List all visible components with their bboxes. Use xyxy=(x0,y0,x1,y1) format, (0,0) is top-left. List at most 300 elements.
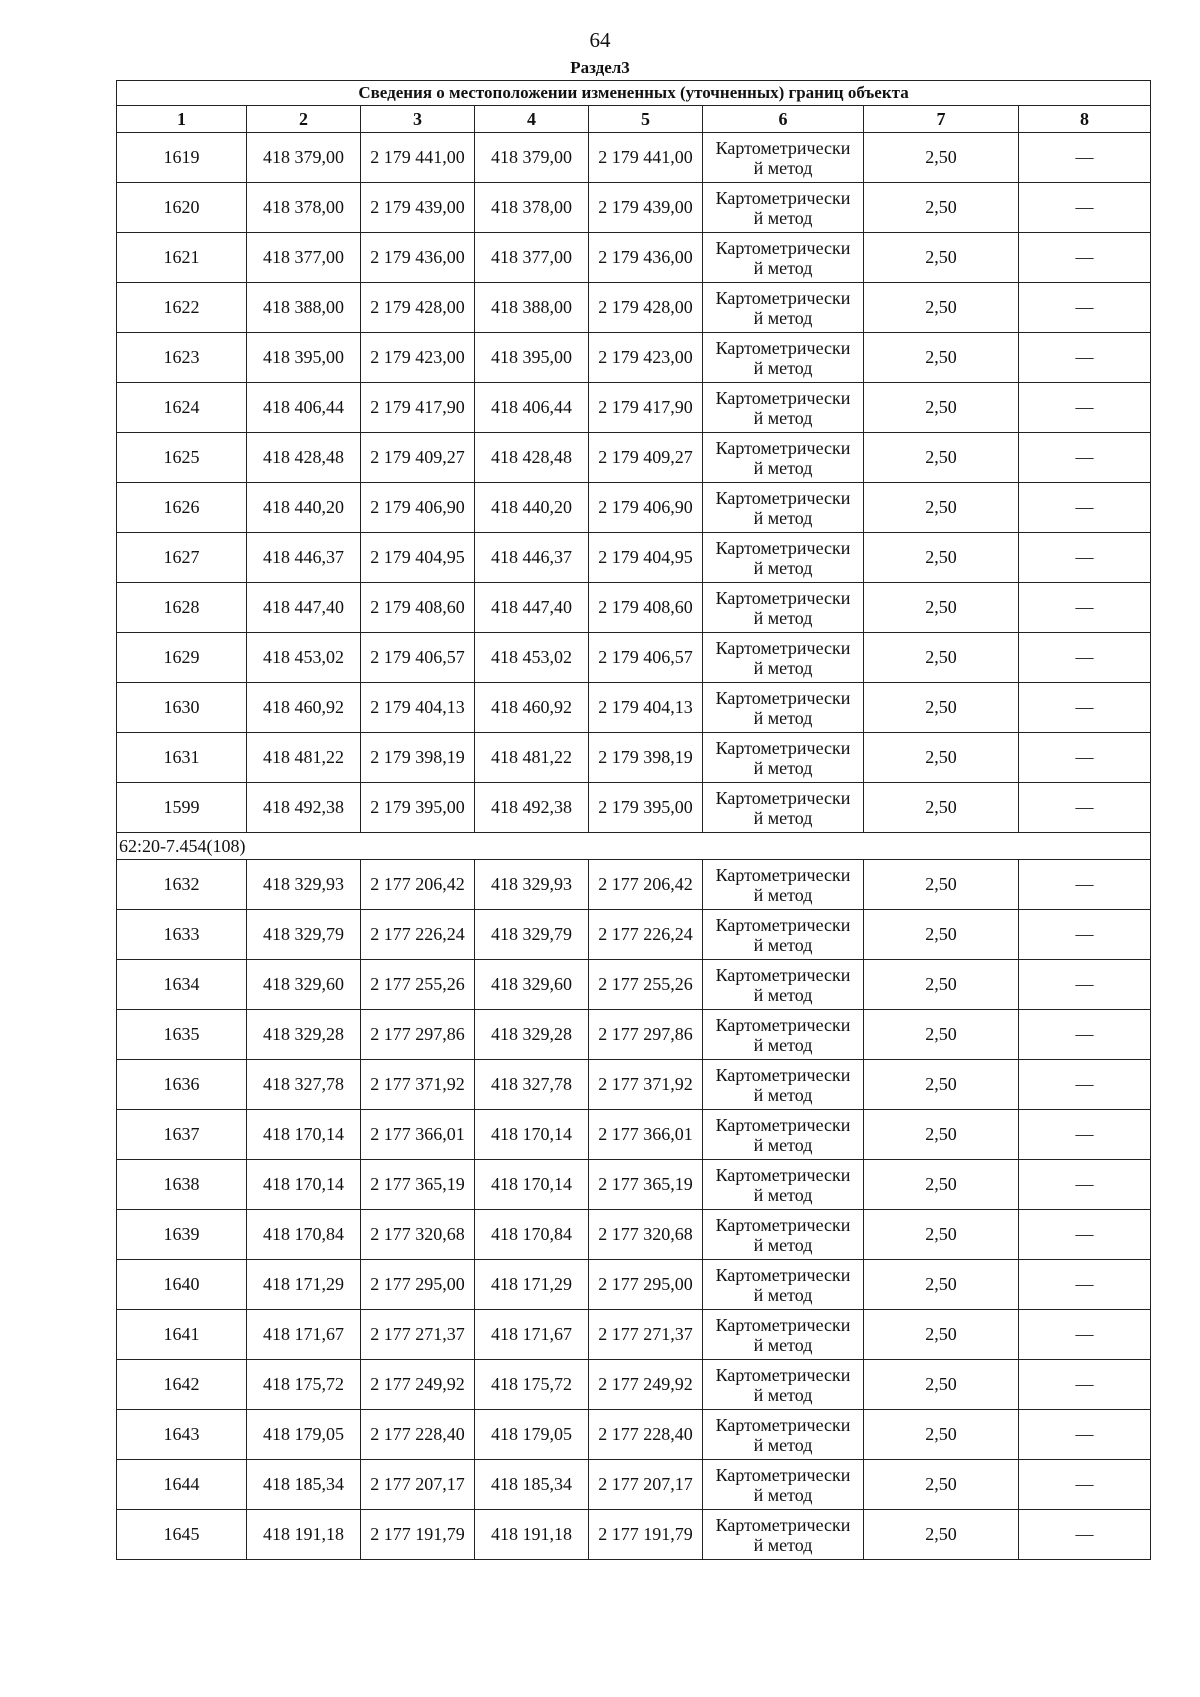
x-existing-cell: 418 395,00 xyxy=(247,333,361,383)
description-cell: — xyxy=(1019,533,1151,583)
table-row xyxy=(117,1160,1151,1210)
y-existing-cell: 2 179 439,00 xyxy=(361,183,475,233)
table-row xyxy=(117,1210,1151,1260)
method-text: й метод xyxy=(753,557,813,578)
y-existing-cell: 2 179 409,27 xyxy=(361,433,475,483)
point-number-cell: 1635 xyxy=(117,1010,247,1060)
table-row xyxy=(117,483,1151,533)
y-existing-cell: 2 177 226,24 xyxy=(361,910,475,960)
method-cell xyxy=(703,910,864,960)
method-text: Картометрически xyxy=(715,864,851,885)
method-text: й метод xyxy=(753,1234,813,1255)
method-text: й метод xyxy=(753,934,813,955)
accuracy-cell: 2,50 xyxy=(864,1510,1019,1560)
point-number-cell: 1625 xyxy=(117,433,247,483)
accuracy-cell: 2,50 xyxy=(864,1110,1019,1160)
y-existing-cell: 2 179 428,00 xyxy=(361,283,475,333)
boundary-table xyxy=(116,80,1151,1560)
description-cell: — xyxy=(1019,683,1151,733)
y-new-cell: 2 177 207,17 xyxy=(589,1460,703,1510)
table-row xyxy=(117,910,1151,960)
point-number-cell: 1642 xyxy=(117,1360,247,1410)
x-new-cell: 418 170,14 xyxy=(475,1160,589,1210)
point-number-cell: 1639 xyxy=(117,1210,247,1260)
x-new-cell: 418 170,14 xyxy=(475,1110,589,1160)
description-cell: — xyxy=(1019,910,1151,960)
x-new-cell: 418 481,22 xyxy=(475,733,589,783)
y-existing-cell: 2 179 436,00 xyxy=(361,233,475,283)
method-text: й метод xyxy=(753,1284,813,1305)
accuracy-cell: 2,50 xyxy=(864,583,1019,633)
y-new-cell: 2 179 441,00 xyxy=(589,133,703,183)
method-text: Картометрически xyxy=(715,1514,851,1535)
y-existing-cell: 2 179 406,57 xyxy=(361,633,475,683)
table-title: Сведения о местоположении измененных (уточненных) границ объекта xyxy=(117,81,1151,106)
method-text: й метод xyxy=(753,1134,813,1155)
table-row xyxy=(117,1010,1151,1060)
y-existing-cell: 2 177 228,40 xyxy=(361,1410,475,1460)
x-new-cell: 418 170,84 xyxy=(475,1210,589,1260)
x-new-cell: 418 460,92 xyxy=(475,683,589,733)
y-new-cell: 2 179 395,00 xyxy=(589,783,703,833)
point-number-cell: 1624 xyxy=(117,383,247,433)
y-new-cell: 2 179 428,00 xyxy=(589,283,703,333)
table-row xyxy=(117,1060,1151,1110)
point-number-cell: 1634 xyxy=(117,960,247,1010)
method-text: й метод xyxy=(753,207,813,228)
accuracy-cell: 2,50 xyxy=(864,1360,1019,1410)
x-new-cell: 418 492,38 xyxy=(475,783,589,833)
x-existing-cell: 418 171,29 xyxy=(247,1260,361,1310)
x-new-cell: 418 329,60 xyxy=(475,960,589,1010)
point-number-cell: 1599 xyxy=(117,783,247,833)
y-new-cell: 2 177 226,24 xyxy=(589,910,703,960)
x-new-cell: 418 171,67 xyxy=(475,1310,589,1360)
table-row xyxy=(117,860,1151,910)
y-existing-cell: 2 177 295,00 xyxy=(361,1260,475,1310)
accuracy-cell: 2,50 xyxy=(864,433,1019,483)
x-new-cell: 418 185,34 xyxy=(475,1460,589,1510)
y-existing-cell: 2 177 365,19 xyxy=(361,1160,475,1210)
x-new-cell: 418 329,28 xyxy=(475,1010,589,1060)
method-text: й метод xyxy=(753,1334,813,1355)
y-existing-cell: 2 177 249,92 xyxy=(361,1360,475,1410)
point-number-cell: 1644 xyxy=(117,1460,247,1510)
description-cell: — xyxy=(1019,1310,1151,1360)
x-new-cell: 418 379,00 xyxy=(475,133,589,183)
description-cell: — xyxy=(1019,233,1151,283)
method-text: й метод xyxy=(753,257,813,278)
method-text: Картометрически xyxy=(715,537,851,558)
description-cell: — xyxy=(1019,433,1151,483)
method-cell xyxy=(703,533,864,583)
description-cell: — xyxy=(1019,860,1151,910)
y-existing-cell: 2 179 406,90 xyxy=(361,483,475,533)
y-new-cell: 2 177 297,86 xyxy=(589,1010,703,1060)
x-new-cell: 418 388,00 xyxy=(475,283,589,333)
y-new-cell: 2 179 409,27 xyxy=(589,433,703,483)
point-number-cell: 1638 xyxy=(117,1160,247,1210)
method-text: й метод xyxy=(753,607,813,628)
x-existing-cell: 418 406,44 xyxy=(247,383,361,433)
accuracy-cell: 2,50 xyxy=(864,683,1019,733)
y-existing-cell: 2 179 395,00 xyxy=(361,783,475,833)
description-cell: — xyxy=(1019,1410,1151,1460)
x-existing-cell: 418 329,93 xyxy=(247,860,361,910)
point-number-cell: 1630 xyxy=(117,683,247,733)
y-new-cell: 2 179 404,13 xyxy=(589,683,703,733)
y-new-cell: 2 179 423,00 xyxy=(589,333,703,383)
y-new-cell: 2 177 255,26 xyxy=(589,960,703,1010)
table-body xyxy=(117,133,1151,1560)
method-text: й метод xyxy=(753,1034,813,1055)
y-new-cell: 2 177 366,01 xyxy=(589,1110,703,1160)
y-existing-cell: 2 179 404,95 xyxy=(361,533,475,583)
method-cell xyxy=(703,433,864,483)
description-cell: — xyxy=(1019,383,1151,433)
method-text: Картометрически xyxy=(715,437,851,458)
y-existing-cell: 2 177 320,68 xyxy=(361,1210,475,1260)
y-new-cell: 2 179 408,60 xyxy=(589,583,703,633)
y-existing-cell: 2 177 207,17 xyxy=(361,1460,475,1510)
description-cell: — xyxy=(1019,583,1151,633)
y-new-cell: 2 179 398,19 xyxy=(589,733,703,783)
method-cell xyxy=(703,1060,864,1110)
x-existing-cell: 418 379,00 xyxy=(247,133,361,183)
accuracy-cell: 2,50 xyxy=(864,1410,1019,1460)
x-existing-cell: 418 170,14 xyxy=(247,1110,361,1160)
method-text: Картометрически xyxy=(715,1314,851,1335)
method-text: й метод xyxy=(753,157,813,178)
method-text: й метод xyxy=(753,984,813,1005)
point-number-cell: 1619 xyxy=(117,133,247,183)
table-row xyxy=(117,1460,1151,1510)
method-text: й метод xyxy=(753,1434,813,1455)
y-new-cell: 2 177 206,42 xyxy=(589,860,703,910)
accuracy-cell: 2,50 xyxy=(864,533,1019,583)
point-number-cell: 1641 xyxy=(117,1310,247,1360)
method-text: Картометрически xyxy=(715,587,851,608)
method-text: Картометрически xyxy=(715,137,851,158)
method-cell xyxy=(703,1010,864,1060)
description-cell: — xyxy=(1019,133,1151,183)
accuracy-cell: 2,50 xyxy=(864,1060,1019,1110)
accuracy-cell: 2,50 xyxy=(864,333,1019,383)
table-row xyxy=(117,1110,1151,1160)
x-new-cell: 418 378,00 xyxy=(475,183,589,233)
accuracy-cell: 2,50 xyxy=(864,910,1019,960)
method-cell xyxy=(703,333,864,383)
point-number-cell: 1637 xyxy=(117,1110,247,1160)
description-cell: — xyxy=(1019,1010,1151,1060)
point-number-cell: 1628 xyxy=(117,583,247,633)
table-row xyxy=(117,783,1151,833)
point-number-cell: 1640 xyxy=(117,1260,247,1310)
method-cell xyxy=(703,383,864,433)
x-existing-cell: 418 170,14 xyxy=(247,1160,361,1210)
x-new-cell: 418 171,29 xyxy=(475,1260,589,1310)
y-new-cell: 2 179 406,57 xyxy=(589,633,703,683)
section-label: Раздел3 xyxy=(570,58,630,77)
table-row xyxy=(117,683,1151,733)
table-row xyxy=(117,433,1151,483)
description-cell: — xyxy=(1019,783,1151,833)
method-text: Картометрически xyxy=(715,1464,851,1485)
column-header: 7 xyxy=(864,106,1019,133)
table-row xyxy=(117,233,1151,283)
description-cell: — xyxy=(1019,483,1151,533)
x-new-cell: 418 395,00 xyxy=(475,333,589,383)
accuracy-cell: 2,50 xyxy=(864,960,1019,1010)
method-text: Картометрически xyxy=(715,1364,851,1385)
x-existing-cell: 418 171,67 xyxy=(247,1310,361,1360)
point-number-cell: 1643 xyxy=(117,1410,247,1460)
x-new-cell: 418 329,79 xyxy=(475,910,589,960)
x-existing-cell: 418 440,20 xyxy=(247,483,361,533)
x-existing-cell: 418 185,34 xyxy=(247,1460,361,1510)
y-existing-cell: 2 179 417,90 xyxy=(361,383,475,433)
x-existing-cell: 418 428,48 xyxy=(247,433,361,483)
group-header-row xyxy=(117,833,1151,860)
column-header: 8 xyxy=(1019,106,1151,133)
description-cell: — xyxy=(1019,1510,1151,1560)
point-number-cell: 1632 xyxy=(117,860,247,910)
x-existing-cell: 418 327,78 xyxy=(247,1060,361,1110)
method-cell xyxy=(703,133,864,183)
method-cell xyxy=(703,1510,864,1560)
point-number-cell: 1622 xyxy=(117,283,247,333)
description-cell: — xyxy=(1019,1110,1151,1160)
accuracy-cell: 2,50 xyxy=(864,133,1019,183)
method-text: й метод xyxy=(753,1534,813,1555)
accuracy-cell: 2,50 xyxy=(864,1460,1019,1510)
y-new-cell: 2 177 228,40 xyxy=(589,1410,703,1460)
x-existing-cell: 418 179,05 xyxy=(247,1410,361,1460)
x-existing-cell: 418 388,00 xyxy=(247,283,361,333)
method-cell xyxy=(703,183,864,233)
method-text: й метод xyxy=(753,457,813,478)
description-cell: — xyxy=(1019,733,1151,783)
method-cell xyxy=(703,283,864,333)
accuracy-cell: 2,50 xyxy=(864,1260,1019,1310)
method-text: й метод xyxy=(753,1484,813,1505)
method-cell xyxy=(703,1210,864,1260)
accuracy-cell: 2,50 xyxy=(864,1010,1019,1060)
y-new-cell: 2 179 436,00 xyxy=(589,233,703,283)
method-cell xyxy=(703,1160,864,1210)
y-existing-cell: 2 179 441,00 xyxy=(361,133,475,183)
point-number-cell: 1636 xyxy=(117,1060,247,1110)
point-number-cell: 1623 xyxy=(117,333,247,383)
x-existing-cell: 418 329,28 xyxy=(247,1010,361,1060)
accuracy-cell: 2,50 xyxy=(864,783,1019,833)
method-text: й метод xyxy=(753,707,813,728)
y-new-cell: 2 179 404,95 xyxy=(589,533,703,583)
description-cell: — xyxy=(1019,1460,1151,1510)
method-text: Картометрически xyxy=(715,1414,851,1435)
method-cell xyxy=(703,1360,864,1410)
accuracy-cell: 2,50 xyxy=(864,733,1019,783)
table-row xyxy=(117,183,1151,233)
y-existing-cell: 2 179 398,19 xyxy=(361,733,475,783)
method-text: й метод xyxy=(753,1084,813,1105)
y-existing-cell: 2 179 408,60 xyxy=(361,583,475,633)
column-header: 3 xyxy=(361,106,475,133)
y-existing-cell: 2 177 191,79 xyxy=(361,1510,475,1560)
method-cell xyxy=(703,583,864,633)
method-text: й метод xyxy=(753,1184,813,1205)
method-text: й метод xyxy=(753,657,813,678)
accuracy-cell: 2,50 xyxy=(864,483,1019,533)
table-row xyxy=(117,1510,1151,1560)
x-existing-cell: 418 329,79 xyxy=(247,910,361,960)
method-cell xyxy=(703,1410,864,1460)
x-existing-cell: 418 447,40 xyxy=(247,583,361,633)
table-row xyxy=(117,1310,1151,1360)
column-header: 5 xyxy=(589,106,703,133)
x-new-cell: 418 428,48 xyxy=(475,433,589,483)
method-text: Картометрически xyxy=(715,1064,851,1085)
accuracy-cell: 2,50 xyxy=(864,383,1019,433)
y-existing-cell: 2 177 271,37 xyxy=(361,1310,475,1360)
x-existing-cell: 418 377,00 xyxy=(247,233,361,283)
description-cell: — xyxy=(1019,183,1151,233)
table-row xyxy=(117,633,1151,683)
x-new-cell: 418 175,72 xyxy=(475,1360,589,1410)
y-new-cell: 2 177 295,00 xyxy=(589,1260,703,1310)
description-cell: — xyxy=(1019,1260,1151,1310)
table-row xyxy=(117,1410,1151,1460)
method-text: Картометрически xyxy=(715,737,851,758)
y-new-cell: 2 179 406,90 xyxy=(589,483,703,533)
accuracy-cell: 2,50 xyxy=(864,283,1019,333)
x-existing-cell: 418 492,38 xyxy=(247,783,361,833)
table-row xyxy=(117,733,1151,783)
column-header: 6 xyxy=(703,106,864,133)
y-new-cell: 2 179 417,90 xyxy=(589,383,703,433)
y-new-cell: 2 177 271,37 xyxy=(589,1310,703,1360)
method-cell xyxy=(703,233,864,283)
method-text: Картометрически xyxy=(715,1214,851,1235)
method-text: й метод xyxy=(753,307,813,328)
method-text: Картометрически xyxy=(715,1164,851,1185)
method-cell xyxy=(703,1310,864,1360)
description-cell: — xyxy=(1019,333,1151,383)
table-row xyxy=(117,283,1151,333)
method-text: Картометрически xyxy=(715,787,851,808)
x-new-cell: 418 447,40 xyxy=(475,583,589,633)
x-existing-cell: 418 170,84 xyxy=(247,1210,361,1260)
y-existing-cell: 2 177 366,01 xyxy=(361,1110,475,1160)
x-new-cell: 418 377,00 xyxy=(475,233,589,283)
point-number-cell: 1631 xyxy=(117,733,247,783)
accuracy-cell: 2,50 xyxy=(864,1160,1019,1210)
column-header: 4 xyxy=(475,106,589,133)
description-cell: — xyxy=(1019,960,1151,1010)
page-number: 64 xyxy=(589,28,611,52)
method-text: Картометрически xyxy=(715,964,851,985)
table-row xyxy=(117,583,1151,633)
method-text: Картометрически xyxy=(715,637,851,658)
group-label: 62:20-7.454(108) xyxy=(117,833,1151,860)
y-new-cell: 2 179 439,00 xyxy=(589,183,703,233)
point-number-cell: 1626 xyxy=(117,483,247,533)
method-cell xyxy=(703,1460,864,1510)
x-existing-cell: 418 446,37 xyxy=(247,533,361,583)
column-header: 1 xyxy=(117,106,247,133)
accuracy-cell: 2,50 xyxy=(864,233,1019,283)
point-number-cell: 1629 xyxy=(117,633,247,683)
method-text: Картометрически xyxy=(715,914,851,935)
x-new-cell: 418 440,20 xyxy=(475,483,589,533)
x-existing-cell: 418 460,92 xyxy=(247,683,361,733)
x-new-cell: 418 446,37 xyxy=(475,533,589,583)
method-cell xyxy=(703,483,864,533)
x-existing-cell: 418 191,18 xyxy=(247,1510,361,1560)
method-text: й метод xyxy=(753,357,813,378)
point-number-cell: 1645 xyxy=(117,1510,247,1560)
description-cell: — xyxy=(1019,1210,1151,1260)
table-row xyxy=(117,133,1151,183)
method-cell xyxy=(703,1260,864,1310)
description-cell: — xyxy=(1019,1160,1151,1210)
y-new-cell: 2 177 371,92 xyxy=(589,1060,703,1110)
accuracy-cell: 2,50 xyxy=(864,633,1019,683)
x-existing-cell: 418 378,00 xyxy=(247,183,361,233)
y-new-cell: 2 177 320,68 xyxy=(589,1210,703,1260)
method-text: Картометрически xyxy=(715,387,851,408)
y-existing-cell: 2 179 423,00 xyxy=(361,333,475,383)
y-existing-cell: 2 177 371,92 xyxy=(361,1060,475,1110)
description-cell: — xyxy=(1019,1060,1151,1110)
method-cell xyxy=(703,683,864,733)
column-header: 2 xyxy=(247,106,361,133)
x-new-cell: 418 327,78 xyxy=(475,1060,589,1110)
method-text: Картометрически xyxy=(715,487,851,508)
method-text: й метод xyxy=(753,1384,813,1405)
method-text: й метод xyxy=(753,407,813,428)
description-cell: — xyxy=(1019,283,1151,333)
x-existing-cell: 418 481,22 xyxy=(247,733,361,783)
x-new-cell: 418 406,44 xyxy=(475,383,589,433)
y-existing-cell: 2 179 404,13 xyxy=(361,683,475,733)
method-cell xyxy=(703,960,864,1010)
method-text: Картометрически xyxy=(715,1114,851,1135)
method-text: Картометрически xyxy=(715,287,851,308)
method-text: Картометрически xyxy=(715,337,851,358)
point-number-cell: 1621 xyxy=(117,233,247,283)
method-cell xyxy=(703,783,864,833)
point-number-cell: 1627 xyxy=(117,533,247,583)
method-text: Картометрически xyxy=(715,1264,851,1285)
method-text: Картометрически xyxy=(715,687,851,708)
y-new-cell: 2 177 365,19 xyxy=(589,1160,703,1210)
method-text: Картометрически xyxy=(715,1014,851,1035)
table-row xyxy=(117,1360,1151,1410)
method-cell xyxy=(703,1110,864,1160)
table-row xyxy=(117,533,1151,583)
accuracy-cell: 2,50 xyxy=(864,860,1019,910)
column-header-row xyxy=(117,106,1151,133)
accuracy-cell: 2,50 xyxy=(864,183,1019,233)
table-row xyxy=(117,1260,1151,1310)
point-number-cell: 1633 xyxy=(117,910,247,960)
description-cell: — xyxy=(1019,633,1151,683)
table-row xyxy=(117,960,1151,1010)
accuracy-cell: 2,50 xyxy=(864,1310,1019,1360)
y-new-cell: 2 177 249,92 xyxy=(589,1360,703,1410)
point-number-cell: 1620 xyxy=(117,183,247,233)
